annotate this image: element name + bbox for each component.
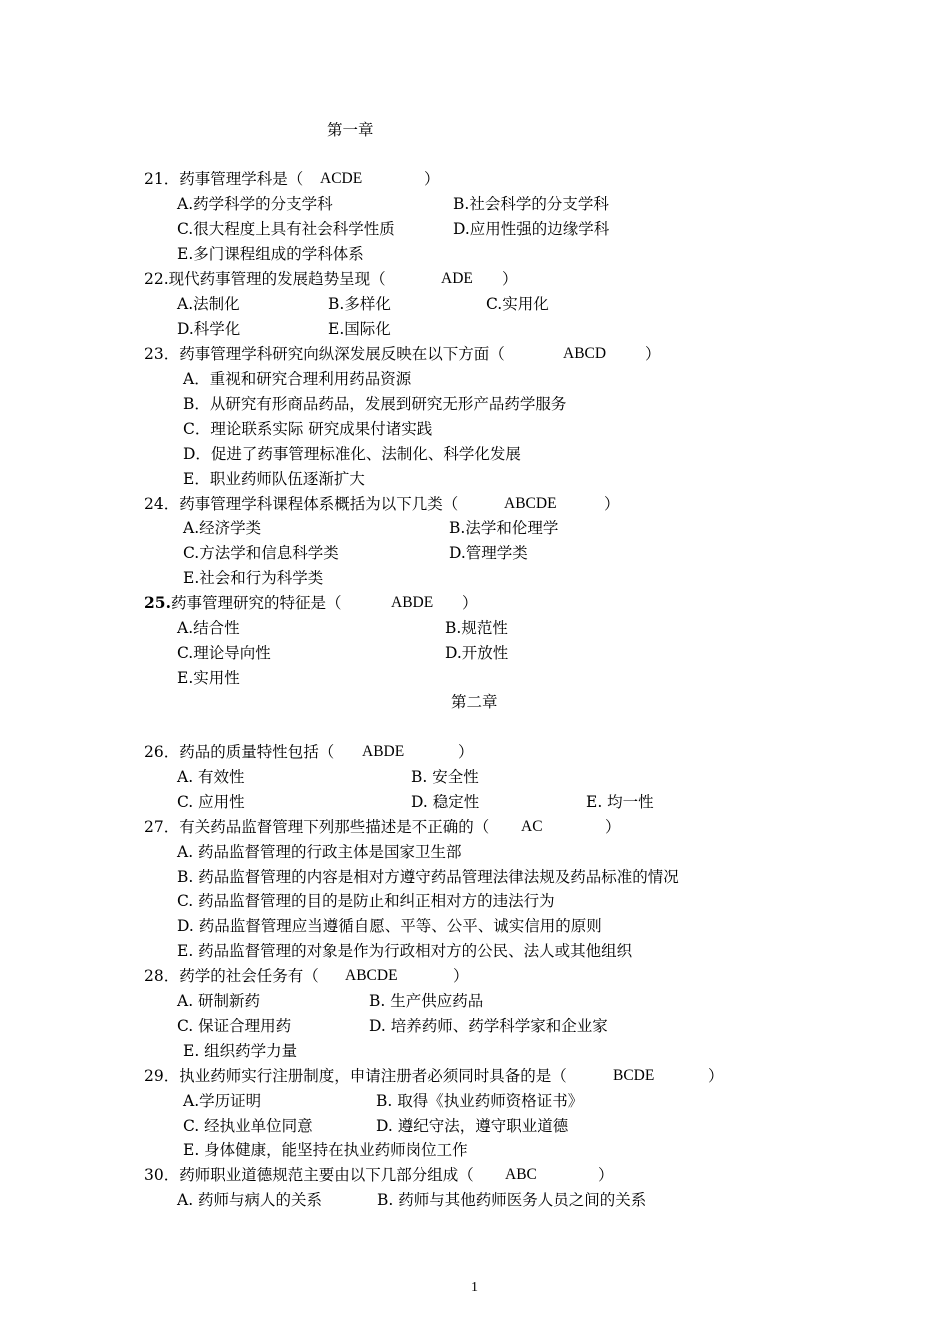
question-23-option-c: C．理论联系实际 研究成果付诸实践 (183, 420, 433, 438)
question-25-line (144, 593, 341, 613)
question-24-option-b: B.法学和伦理学 (449, 519, 559, 537)
question-28-option-d: D. 培养药师、药学科学家和企业家 (369, 1017, 608, 1035)
question-30-stem: 30．药师职业道德规范主要由以下几部分组成（ (144, 1166, 474, 1184)
question-28-option-c: C. 保证合理用药 (177, 1017, 292, 1035)
question-25-option-a: A.结合性 (177, 619, 240, 637)
question-30-option-b: B. 药师与其他药师医务人员之间的关系 (377, 1191, 647, 1209)
question-25-option-e: E.实用性 (177, 669, 240, 687)
question-28-answer: ABCDE (345, 967, 398, 984)
question-30-option-a: A. 药师与病人的关系 (177, 1191, 323, 1209)
question-28-close: ） (453, 967, 469, 985)
question-28-option-b: B. 生产供应药品 (369, 992, 484, 1010)
question-23-option-e: E．职业药师队伍逐渐扩大 (183, 470, 365, 488)
question-26-answer: ABDE (362, 743, 405, 760)
question-28-stem: 28．药学的社会任务有（ (144, 967, 319, 985)
question-21-option-e: E.多门课程组成的学科体系 (177, 245, 364, 263)
question-24-option-d: D.管理学类 (449, 544, 528, 562)
question-30-close: ） (598, 1166, 614, 1184)
question-26-option-d: D. 稳定性 (411, 793, 480, 811)
question-26-option-a: A. 有效性 (177, 768, 245, 786)
chapter-two-heading: 第二章 (451, 693, 498, 711)
question-28-option-a: A. 研制新药 (177, 992, 261, 1010)
question-26-option-b: B. 安全性 (411, 768, 479, 786)
question-21-option-a: A.药学科学的分支学科 (177, 195, 333, 213)
question-25-option-d: D.开放性 (445, 644, 509, 662)
page-number: 1 (471, 1280, 478, 1295)
question-29-option-a: A.学历证明 (183, 1092, 262, 1110)
question-23-stem: 23．药事管理学科研究向纵深发展反映在以下方面（ (144, 345, 505, 363)
question-28-option-e: E. 组织药学力量 (183, 1042, 298, 1060)
question-24-option-a: A.经济学类 (183, 519, 262, 537)
chapter-one-heading: 第一章 (327, 121, 374, 139)
question-29-option-d: D. 遵纪守法，遵守职业道德 (376, 1117, 569, 1135)
question-21-stem: 21．药事管理学科是（ (144, 170, 304, 188)
question-29-close: ） (708, 1067, 724, 1085)
question-29-stem: 29．执业药师实行注册制度，申请注册者必须同时具备的是（ (144, 1067, 567, 1085)
question-22-option-b: B.多样化 (328, 295, 391, 313)
question-29-option-e: E. 身体健康，能坚持在执业药师岗位工作 (183, 1141, 468, 1159)
question-21-close: ） (424, 170, 440, 188)
question-24-option-c: C.方法学和信息科学类 (183, 544, 339, 562)
question-22-option-a: A.法制化 (177, 295, 240, 313)
question-23-option-b: B．从研究有形商品药品，发展到研究无形产品药学服务 (183, 395, 567, 413)
question-27-option-e: E. 药品监督管理的对象是作为行政相对方的公民、法人或其他组织 (177, 942, 633, 960)
question-25-stem: 药事管理研究的特征是（ (170, 594, 342, 612)
question-22-option-c: C.实用化 (486, 295, 549, 313)
question-26-option-e: E. 均一性 (586, 793, 654, 811)
question-27-stem: 27．有关药品监督管理下列那些描述是不正确的（ (144, 818, 490, 836)
question-25-option-c: C.理论导向性 (177, 644, 271, 662)
question-25-option-b: B.规范性 (445, 619, 508, 637)
question-23-option-a: A．重视和研究合理利用药品资源 (183, 370, 412, 388)
question-29-option-b: B. 取得《执业药师资格证书》 (376, 1092, 584, 1110)
question-21-option-d: D.应用性强的边缘学科 (453, 220, 610, 238)
question-22-answer: ADE (441, 270, 473, 287)
question-24-stem: 24．药事管理学科课程体系概括为以下几类（ (144, 495, 459, 513)
question-29-answer: BCDE (613, 1067, 655, 1084)
question-23-answer: ABCD (563, 345, 607, 362)
question-26-close: ） (458, 743, 474, 761)
question-30-answer: ABC (505, 1166, 537, 1183)
question-23-option-d: D．促进了药事管理标准化、法制化、科学化发展 (183, 445, 521, 463)
question-23-close: ） (645, 345, 661, 363)
question-26-stem: 26．药品的质量特性包括（ (144, 743, 335, 761)
question-22-stem: 22.现代药事管理的发展趋势呈现（ (144, 270, 386, 288)
question-24-answer: ABCDE (504, 495, 557, 512)
question-22-option-e: E.国际化 (328, 320, 391, 338)
question-22-close: ） (502, 270, 518, 288)
question-24-option-e: E.社会和行为科学类 (183, 569, 324, 587)
question-27-option-b: B. 药品监督管理的内容是相对方遵守药品管理法律法规及药品标准的情况 (177, 868, 679, 886)
question-25-answer: ABDE (391, 594, 434, 611)
question-27-option-a: A. 药品监督管理的行政主体是国家卫生部 (177, 843, 462, 861)
question-21-answer: ACDE (320, 170, 363, 187)
question-27-close: ） (605, 818, 621, 836)
question-21-option-b: B.社会科学的分支学科 (453, 195, 609, 213)
question-27-option-d: D. 药品监督管理应当遵循自愿、平等、公平、诚实信用的原则 (177, 917, 602, 935)
question-24-close: ） (604, 495, 620, 513)
question-22-option-d: D.科学化 (177, 320, 241, 338)
question-25-number: 25. (144, 593, 171, 612)
question-21-option-c: C.很大程度上具有社会科学性质 (177, 220, 395, 238)
question-26-option-c: C. 应用性 (177, 793, 245, 811)
question-27-option-c: C. 药品监督管理的目的是防止和纠正相对方的违法行为 (177, 892, 555, 910)
question-25-close: ） (462, 594, 478, 612)
question-29-option-c: C. 经执业单位同意 (183, 1117, 313, 1135)
question-27-answer: AC (521, 818, 543, 835)
